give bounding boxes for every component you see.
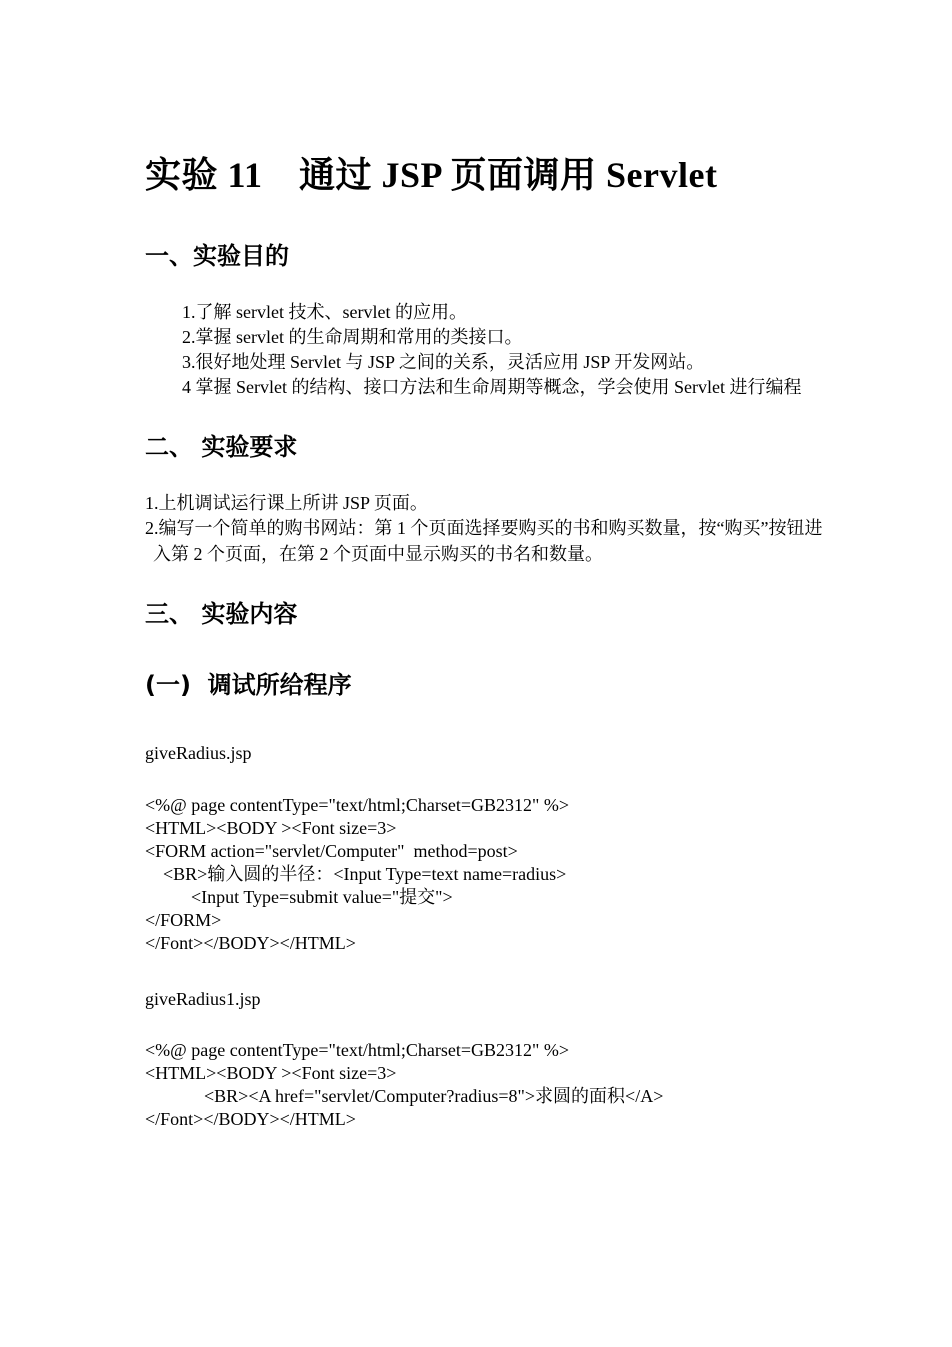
code-line: <%@ page contentType="text/html;Charset=GB2312" %> — [145, 1040, 570, 1060]
code-line: <BR><A href="servlet/Computer?radius=8">求圆的面积</A> — [204, 1086, 664, 1106]
code-line: <HTML><BODY ><Font size=3> — [145, 1063, 397, 1083]
section-heading-content: 三、 实验内容 — [145, 600, 298, 628]
code-filename: giveRadius.jsp — [145, 743, 252, 763]
subsection-heading: (一) 调试所给程序 — [145, 671, 352, 699]
section-heading-purpose: 一、实验目的 — [145, 242, 289, 270]
code-line: <%@ page contentType="text/html;Charset=GB2312" %> — [145, 795, 570, 815]
page-title: 实验 11 通过 JSP 页面调用 Servlet — [145, 155, 718, 195]
section-heading-requirements: 二、 实验要求 — [145, 433, 298, 461]
purpose-item: 1.了解 servlet 技术、servlet 的应用。 — [182, 302, 467, 322]
code-line: <FORM action="servlet/Computer" method=post> — [145, 841, 518, 861]
requirement-line: 2.编写一个简单的购书网站：第 1 个页面选择要购买的书和购买数量，按“购买”按钮进 — [145, 518, 823, 538]
code-line: <BR>输入圆的半径：<Input Type=text name=radius> — [163, 864, 567, 884]
code-line: <HTML><BODY ><Font size=3> — [145, 818, 397, 838]
code-line: </Font></BODY></HTML> — [145, 933, 356, 953]
code-line: </Font></BODY></HTML> — [145, 1109, 356, 1129]
purpose-item: 3.很好地处理 Servlet 与 JSP 之间的关系，灵活应用 JSP 开发网站。 — [182, 352, 705, 372]
code-line: </FORM> — [145, 910, 222, 930]
code-line: <Input Type=submit value="提交"> — [191, 887, 453, 907]
purpose-item: 4 掌握 Servlet 的结构、接口方法和生命周期等概念，学会使用 Servlet 进行编程 — [182, 377, 802, 397]
purpose-item: 2.掌握 servlet 的生命周期和常用的类接口。 — [182, 327, 523, 347]
requirement-line: 1.上机调试运行课上所讲 JSP 页面。 — [145, 493, 428, 513]
requirement-line: 入第 2 个页面，在第 2 个页面中显示购买的书名和数量。 — [153, 544, 603, 564]
code-filename: giveRadius1.jsp — [145, 989, 261, 1009]
